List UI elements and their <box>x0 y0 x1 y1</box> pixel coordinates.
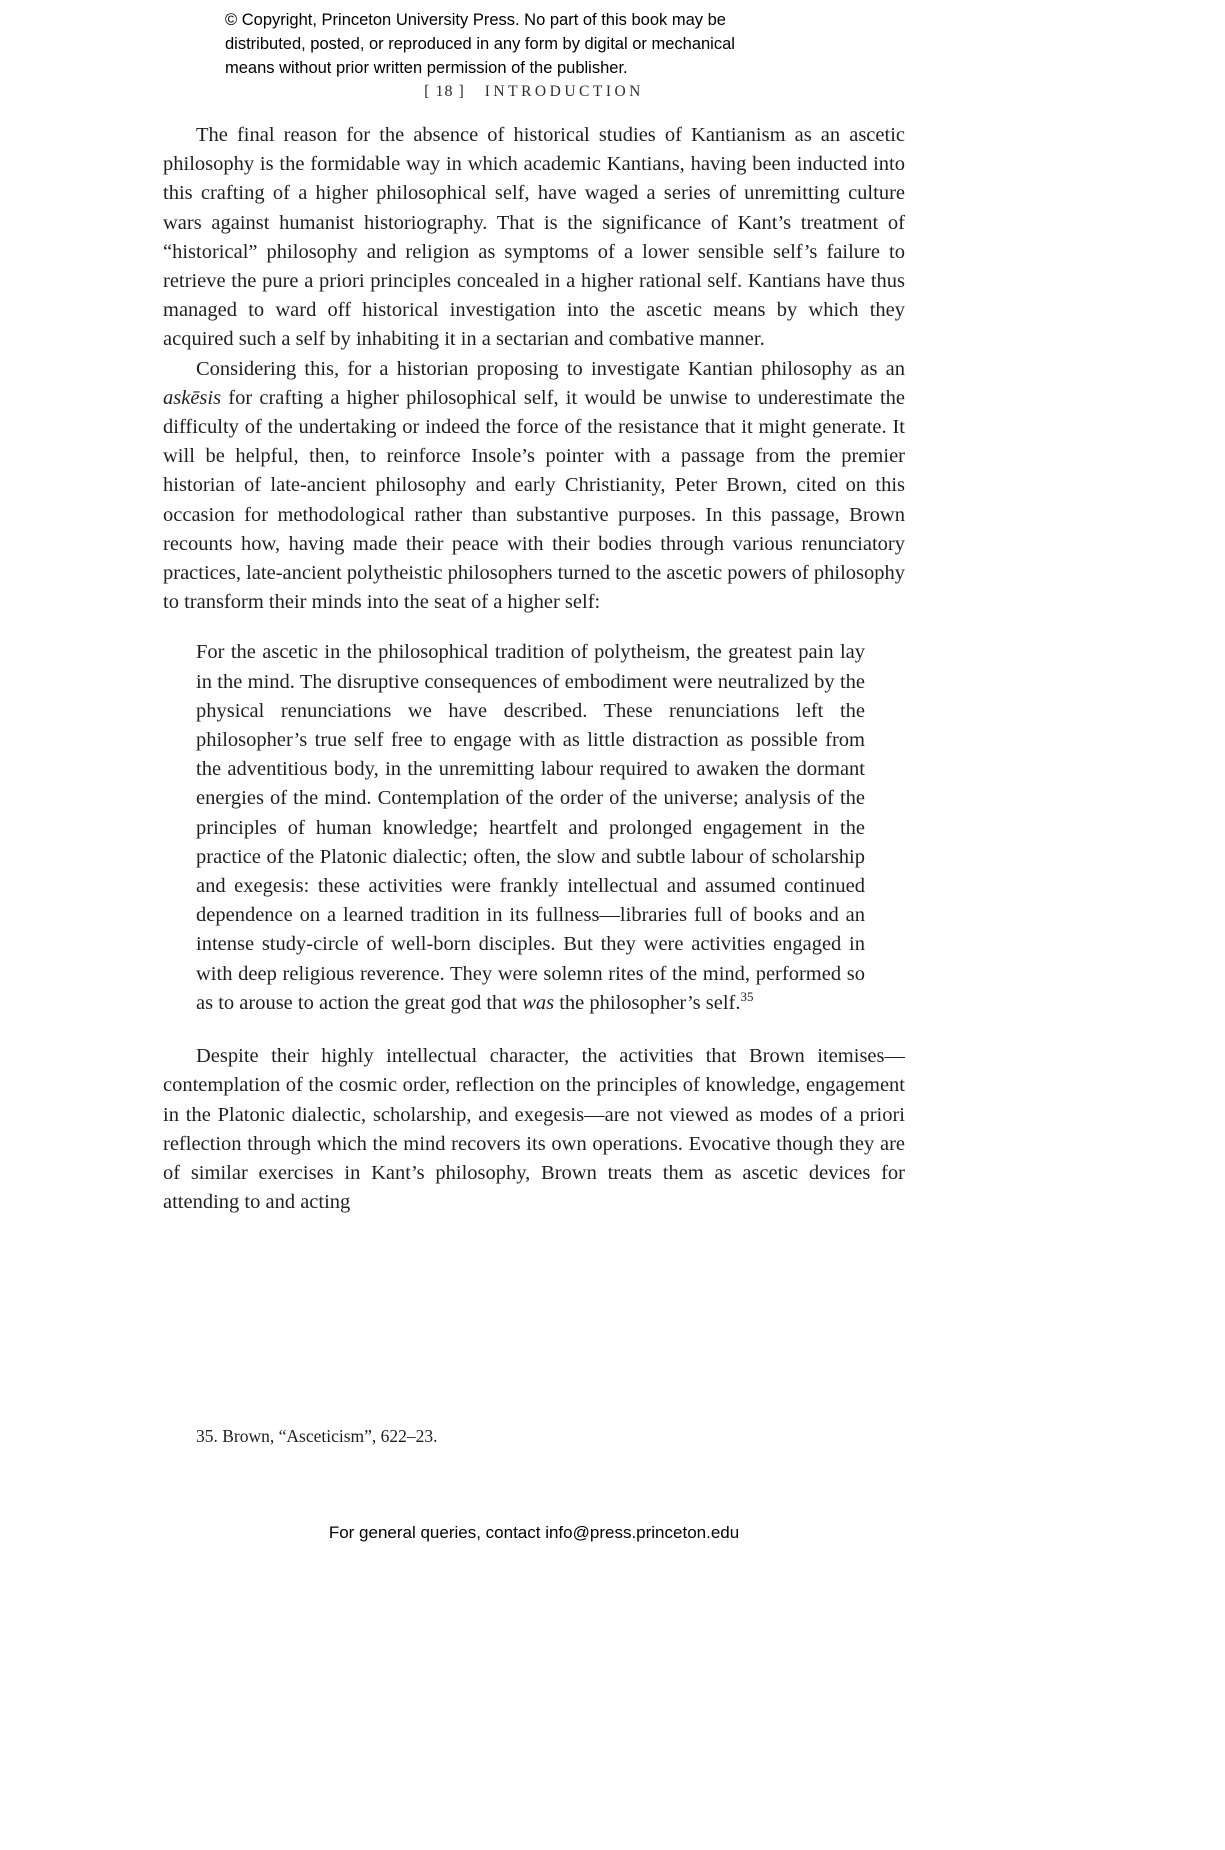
text-run: For the ascetic in the philosophical tradition of polytheism, the greatest pain lay in the mind. The disruptive consequences of embodiment were neutralized by the physical renunciations we have described. These renunciations left the philosopher’s true self free to engage with as little distraction as possible from the adventitious body, in the unremitting labour required to awaken the dormant energies of the mind. Contemplation of the order of the universe; analysis of the principles of human knowledge; heartfelt and prolonged engagement in the practice of the Platonic dialectic; often, the slow and subtle labour of scholarship and exegesis: these activities were frankly intellectual and assumed continued dependence on a learned tradition in its fullness—libraries full of books and an intense study-circle of well-born disciples. But they were activities engaged in with deep religious reverence. They were solemn rites of the mind, performed so as to arouse to action the great god that <box>196 641 865 1014</box>
block-quote <box>196 638 865 1018</box>
copyright-notice <box>225 8 735 80</box>
text-run: The final reason for the absence of historical studies of Kantianism as an ascetic philosophy is the formidable way in which academic Kantians, having been inducted into this crafting of a higher philosophical self, have waged a series of unremitting culture wars against humanist historiography. That is the significance of Kant’s treatment of “historical” philosophy and religion as symptoms of a lower sensible self’s failure to retrieve the pure a priori principles concealed in a higher rational self. Kantians have thus managed to ward off historical investigation into the ascetic means by which they acquired such a self by inhabiting it in a sectarian and combative manner. <box>163 124 905 351</box>
copyright-line: © Copyright, Princeton University Press. No part of this book may be <box>225 11 726 29</box>
text-run: Considering this, for a historian proposing to investigate Kantian philosophy as an <box>196 357 905 380</box>
copyright-line: distributed, posted, or reproduced in any form by digital or mechanical <box>225 35 735 53</box>
paragraph <box>163 355 905 618</box>
text-run: the philosopher’s self. <box>554 991 741 1014</box>
italic-run: askēsis <box>163 386 222 409</box>
paragraph <box>163 1042 905 1217</box>
copyright-line: means without prior written permission of the publisher. <box>225 59 628 77</box>
section-title: INTRODUCTION <box>484 83 644 100</box>
text-run: Despite their highly intellectual character, the activities that Brown itemises—contemplation of the cosmic order, reflection on the principles of knowledge, engagement in the Platonic dialectic, scholarship, and exegesis—are not viewed as modes of a priori reflection through which the mind recovers its own operations. Evocative though they are of similar exercises in Kant’s philosophy, Brown treats them as ascetic devices for attending to and acting <box>163 1045 905 1214</box>
footnote: 35. Brown, “Asceticism”, 622–23. <box>196 1426 438 1446</box>
text-run: for crafting a higher philosophical self, it would be unwise to underestimate the difficulty of the undertaking or indeed the force of the resistance that it might generate. It will be helpful, then, to reinforce Insole’s pointer with a passage from the premier historian of late-ancient philosophy and early Christianity, Peter Brown, cited on this occasion for methodological rather than substantive purposes. In this passage, Brown recounts how, having made their peace with their bodies through various renunciatory practices, late-ancient polytheistic philosophers turned to the ascetic powers of philosophy to transform their minds into the seat of a higher self: <box>163 386 905 614</box>
italic-run: was <box>522 991 555 1014</box>
footer-contact: For general queries, contact info@press.princeton.edu <box>328 1523 740 1542</box>
paragraph <box>163 121 905 355</box>
page-number: [ 18 ] <box>424 83 465 100</box>
running-head <box>163 83 905 101</box>
text-blocks <box>163 121 905 1217</box>
footnote-reference: 35 <box>740 989 754 1005</box>
